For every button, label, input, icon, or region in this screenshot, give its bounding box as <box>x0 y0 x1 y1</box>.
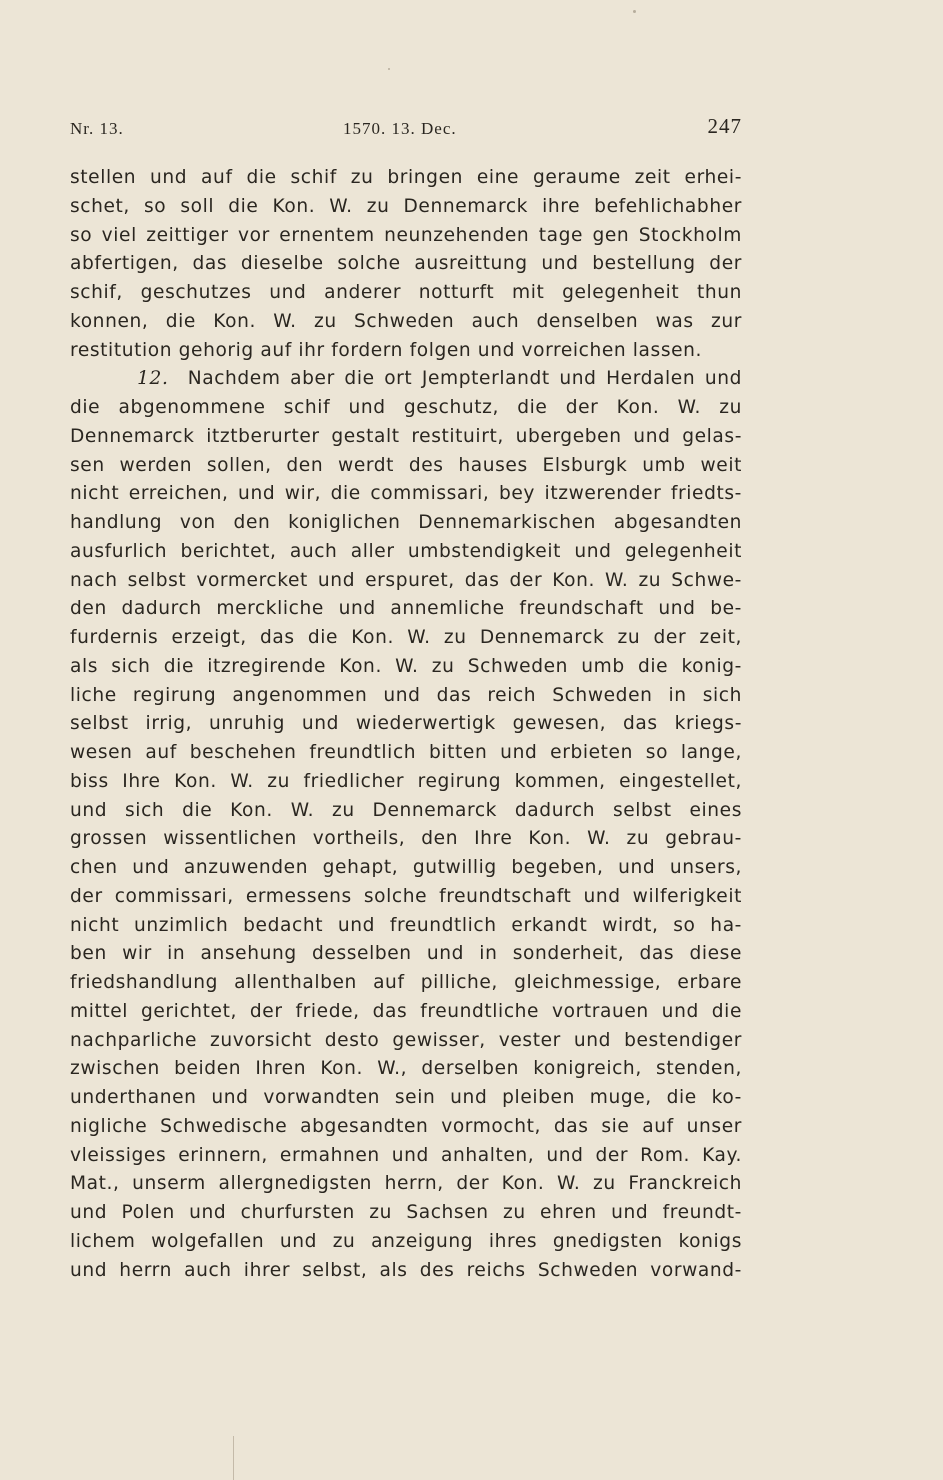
text-line: ben wir in ansehung desselben und in sonderheit, das diese <box>70 943 742 965</box>
text-line: underthanen und vorwandten sein und pleiben muge, die ko- <box>70 1087 742 1108</box>
text-line: wesen auf beschehen freundtlich bitten und erbieten so lange, <box>70 742 742 763</box>
text-line: nach selbst vormercket und erspuret, das der Kon. W. zu Schwe- <box>70 569 742 591</box>
document-date: 1570. 13. Dec. <box>343 119 457 138</box>
text-line: lichem wolgefallen und zu anzeigung ihres gnedigsten konigs <box>70 1230 742 1252</box>
text-line: mittel gerichtet, der friede, das freundtliche vortrauen und die <box>70 1000 742 1022</box>
text-line: friedshandlung allenthalben auf pilliche, gleichmessige, erbare <box>70 972 742 993</box>
text-line: schet, so soll die Kon. W. zu Dennemarck ihre befehlichabher <box>70 195 742 217</box>
text-line: nicht unzimlich bedacht und freundtlich erkandt wirdt, so ha- <box>70 914 742 936</box>
text-line: furdernis erzeigt, das die Kon. W. zu Dennemarck zu der zeit, <box>70 627 742 648</box>
paragraph-12-first-line <box>70 365 742 394</box>
text-line: stellen und auf die schif zu bringen eine geraume zeit erhei- <box>70 167 742 188</box>
text-line: und Polen und churfursten zu Sachsen zu ehren und freundt- <box>70 1202 742 1223</box>
text-line: biss Ihre Kon. W. zu friedlicher regirung kommen, eingestellet, <box>70 770 742 792</box>
text-line: der commissari, ermessens solche freundtschaft und wilferigkeit <box>70 885 742 907</box>
text-line: restitution gehorig auf ihr fordern folgen und vorreichen lassen. <box>70 339 703 361</box>
text-line: Mat., unserm allergnedigsten herrn, der Kon. W. zu Franckreich <box>70 1173 742 1195</box>
text-line: grossen wissentlichen vortheils, den Ihre Kon. W. zu gebrau- <box>70 828 742 850</box>
text-line: die abgenommene schif und geschutz, die der Kon. W. zu <box>70 397 742 418</box>
text-line: handlung von den koniglichen Dennemarkischen abgesandten <box>70 512 742 533</box>
text-line: sen werden sollen, den werdt des hauses Elsburgk umb weit <box>70 454 742 476</box>
text-line: schif, geschutzes und anderer notturft mit gelegenheit thun <box>70 282 742 303</box>
text-line: liche regirung angenommen und das reich Schweden in sich <box>70 684 742 706</box>
text-line: vleissiges erinnern, ermahnen und anhalten, und der Rom. Kay. <box>70 1144 742 1166</box>
text-line: und herrn auch ihrer selbst, als des reichs Schweden vorwand- <box>70 1259 742 1281</box>
paper-crease <box>233 1436 234 1480</box>
document-number: Nr. 13. <box>70 119 124 138</box>
running-header <box>70 112 742 142</box>
text-line: zwischen beiden Ihren Kon. W., derselben konigreich, stenden, <box>70 1058 742 1080</box>
text-line: selbst irrig, unruhig und wiederwertigk gewesen, das kriegs- <box>70 713 742 735</box>
page-number: 247 <box>707 114 742 138</box>
text-line: abfertigen, das dieselbe solche ausreittung und bestellung der <box>70 253 742 275</box>
text-line: nicht erreichen, und wir, die commissari, bey itzwerender friedts- <box>70 483 742 505</box>
text-line: nigliche Schwedische abgesandten vormocht, das sie auf unser <box>70 1115 742 1137</box>
text-line: ausfurlich berichtet, auch aller umbstendigkeit und gelegenheit <box>70 540 742 562</box>
text-line: den dadurch merckliche und annemliche freundschaft und be- <box>70 598 742 620</box>
paper-speck <box>388 68 390 70</box>
text-line: Dennemarck itztberurter gestalt restituirt, ubergeben und gelas- <box>70 425 742 447</box>
text-line: nachparliche zuvorsicht desto gewisser, vester und bestendiger <box>70 1029 742 1051</box>
text-line: konnen, die Kon. W. zu Schweden auch denselben was zur <box>70 310 742 332</box>
text-line: chen und anzuwenden gehapt, gutwillig begeben, und unsers, <box>70 857 742 878</box>
paper-speck <box>633 10 636 13</box>
text-line: als sich die itzregirende Kon. W. zu Schweden umb die konig- <box>70 655 742 677</box>
text-line: und sich die Kon. W. zu Dennemarck dadurch selbst eines <box>70 799 742 821</box>
body-text <box>70 164 742 1285</box>
text-line: Nachdem aber die ort Jempterlandt und Herdalen und <box>187 368 742 390</box>
text-line: so viel zeittiger vor ernentem neunzehenden tage gen Stockholm <box>70 224 742 246</box>
paragraph-number: 12. <box>137 368 169 390</box>
